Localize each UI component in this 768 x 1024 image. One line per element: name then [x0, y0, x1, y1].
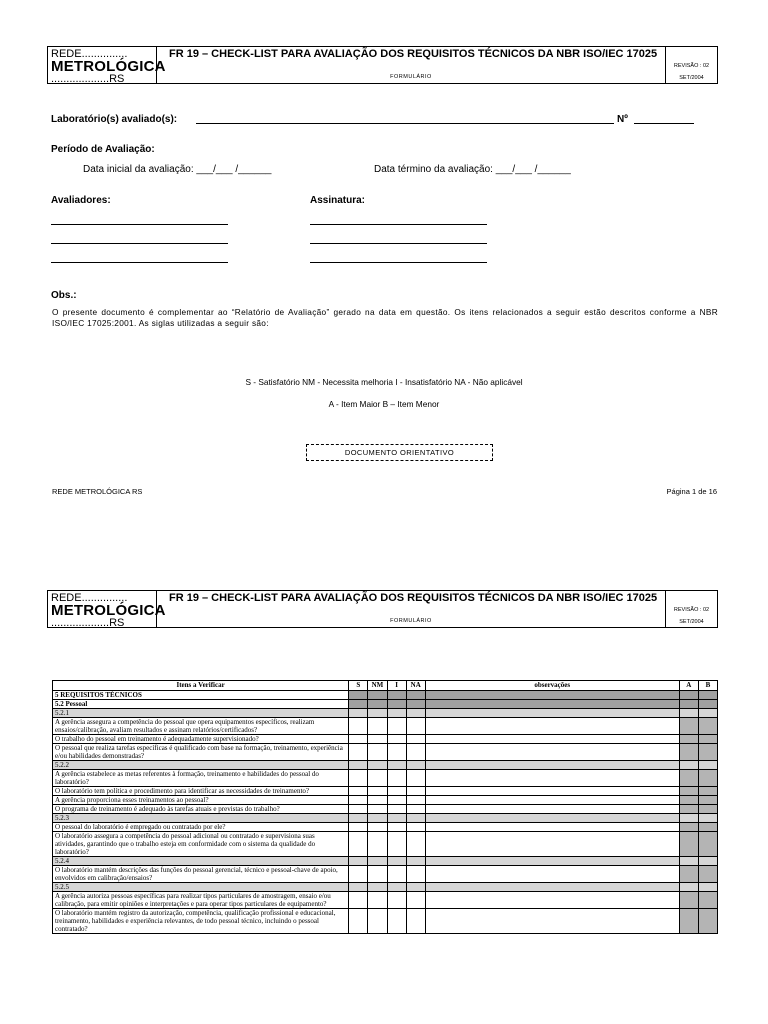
cell-a[interactable] — [679, 892, 698, 909]
document-title: FR 19 – CHECK-LIST PARA AVALIAÇÃO DOS REQUISITOS TÉCNICOS DA NBR ISO/IEC 17025 — [169, 592, 658, 604]
cell-nm[interactable] — [368, 770, 387, 787]
cell-i[interactable] — [387, 866, 406, 883]
cell-i[interactable] — [387, 883, 406, 892]
cell-na[interactable] — [406, 718, 425, 735]
cell-a[interactable] — [679, 883, 698, 892]
cell-nm[interactable] — [368, 787, 387, 796]
item-text: O pessoal que realiza tarefas específicas é qualificado com base na formação, treinamento, experiência e/ou habilidades demonstradas? — [53, 744, 349, 761]
document-title: FR 19 – CHECK-LIST PARA AVALIAÇÃO DOS REQUISITOS TÉCNICOS DA NBR ISO/IEC 17025 — [169, 48, 658, 60]
cell-i[interactable] — [387, 814, 406, 823]
cell-i[interactable] — [387, 744, 406, 761]
cell-obs[interactable] — [425, 744, 679, 761]
revision-box: REVISÃO : 02 SET/2004 — [673, 607, 710, 625]
item-text: 5.2.3 — [53, 814, 349, 823]
cell-nm[interactable] — [368, 832, 387, 857]
obs-text: O presente documento é complementar ao “Relatório de Avaliação” gerado na data em questão. Os itens relacionados a seguir estão descritos conforme a NBR ISO/IEC 17025:2001. As siglas utilizadas a seguir são: — [52, 307, 718, 328]
cell-s[interactable] — [349, 744, 368, 761]
cell-obs[interactable] — [425, 718, 679, 735]
cell-a[interactable] — [679, 700, 698, 709]
cell-b[interactable] — [698, 892, 717, 909]
cell-obs[interactable] — [425, 761, 679, 770]
cell-nm[interactable] — [368, 857, 387, 866]
cell-na[interactable] — [406, 735, 425, 744]
item-text: A gerência estabelece as metas referentes à formação, treinamento e habilidades do pessoal do laboratório? — [53, 770, 349, 787]
data-termino-field[interactable]: Data término da avaliação: ___/___ /______ — [374, 164, 571, 175]
cell-i[interactable] — [387, 770, 406, 787]
numero-field[interactable] — [634, 123, 694, 124]
cell-s[interactable] — [349, 718, 368, 735]
cell-s[interactable] — [349, 700, 368, 709]
cell-nm[interactable] — [368, 883, 387, 892]
item-text: 5.2.1 — [53, 709, 349, 718]
cell-b[interactable] — [698, 700, 717, 709]
cell-na[interactable] — [406, 787, 425, 796]
cell-nm[interactable] — [368, 796, 387, 805]
cell-a[interactable] — [679, 744, 698, 761]
cell-nm[interactable] — [368, 735, 387, 744]
cell-b[interactable] — [698, 761, 717, 770]
cell-nm[interactable] — [368, 700, 387, 709]
cell-na[interactable] — [406, 866, 425, 883]
cell-b[interactable] — [698, 832, 717, 857]
table-row — [53, 700, 718, 709]
page-header — [47, 590, 718, 628]
col-header-na: NA — [406, 681, 425, 691]
col-header-s: S — [349, 681, 368, 691]
cell-nm[interactable] — [368, 814, 387, 823]
cell-i[interactable] — [387, 691, 406, 700]
item-text: O laboratório assegura a competência do pessoal adicional ou contratado e supervisiona suas atividades, garantindo que o trabalho esteja em conformidade com o sistema da qualidade do laboratório? — [53, 832, 349, 857]
cell-b[interactable] — [698, 909, 717, 934]
lab-field[interactable] — [196, 123, 614, 124]
periodo-label: Período de Avaliação: — [51, 144, 155, 155]
cell-b[interactable] — [698, 866, 717, 883]
item-text: 5 REQUISITOS TÉCNICOS — [53, 691, 349, 700]
legend-line2: A - Item Maior B – Item Menor — [328, 399, 440, 409]
item-text: O laboratório mantém registro da autorização, competência, qualificação profissional e educacional, treinamento, habilidades e experiência relevantes, de todo pessoal técnico, incluindo o pessoal contratado? — [53, 909, 349, 934]
cell-nm[interactable] — [368, 909, 387, 934]
numero-label: Nº — [617, 114, 628, 125]
cell-nm[interactable] — [368, 823, 387, 832]
cell-i[interactable] — [387, 823, 406, 832]
cell-a[interactable] — [679, 770, 698, 787]
cell-b[interactable] — [698, 814, 717, 823]
col-header-b: B — [698, 681, 717, 691]
cell-b[interactable] — [698, 796, 717, 805]
cell-s[interactable] — [349, 709, 368, 718]
cell-na[interactable] — [406, 823, 425, 832]
cell-b[interactable] — [698, 883, 717, 892]
table-row — [53, 823, 718, 832]
cell-obs[interactable] — [425, 735, 679, 744]
cell-na[interactable] — [406, 700, 425, 709]
cell-a[interactable] — [679, 805, 698, 814]
item-text: A gerência assegura a competência do pessoal que opera equipamentos específicos, realizam ensaios/calibração, avaliam resultados e assinam relatórios/certificados? — [53, 718, 349, 735]
col-header-obs: observações — [425, 681, 679, 691]
cell-s[interactable] — [349, 866, 368, 883]
item-text: 5.2.5 — [53, 883, 349, 892]
table-row — [53, 770, 718, 787]
cell-obs[interactable] — [425, 857, 679, 866]
obs-label: Obs.: — [51, 290, 77, 301]
footer-page-number: Página 1 de 16 — [666, 487, 717, 496]
cell-nm[interactable] — [368, 718, 387, 735]
assinatura-label: Assinatura: — [310, 195, 366, 206]
cell-obs[interactable] — [425, 787, 679, 796]
avaliadores-label: Avaliadores: — [51, 195, 111, 206]
cell-na[interactable] — [406, 883, 425, 892]
cell-s[interactable] — [349, 814, 368, 823]
avaliador-field[interactable] — [51, 224, 228, 225]
cell-a[interactable] — [679, 832, 698, 857]
cell-obs[interactable] — [425, 691, 679, 700]
cell-obs[interactable] — [425, 832, 679, 857]
cell-b[interactable] — [698, 709, 717, 718]
cell-a[interactable] — [679, 909, 698, 934]
cell-nm[interactable] — [368, 866, 387, 883]
cell-i[interactable] — [387, 700, 406, 709]
table-row — [53, 744, 718, 761]
cell-a[interactable] — [679, 787, 698, 796]
cell-nm[interactable] — [368, 709, 387, 718]
cell-obs[interactable] — [425, 892, 679, 909]
cell-b[interactable] — [698, 787, 717, 796]
cell-obs[interactable] — [425, 796, 679, 805]
cell-i[interactable] — [387, 832, 406, 857]
table-row — [53, 857, 718, 866]
cell-a[interactable] — [679, 709, 698, 718]
legend-line1: S - Satisfatório NM - Necessita melhoria I - Insatisfatório NA - Não aplicável — [245, 377, 523, 387]
cell-a[interactable] — [679, 691, 698, 700]
cell-b[interactable] — [698, 744, 717, 761]
cell-i[interactable] — [387, 761, 406, 770]
cell-a[interactable] — [679, 796, 698, 805]
cell-i[interactable] — [387, 909, 406, 934]
cell-obs[interactable] — [425, 909, 679, 934]
cell-b[interactable] — [698, 770, 717, 787]
table-row — [53, 761, 718, 770]
cell-obs[interactable] — [425, 883, 679, 892]
cell-na[interactable] — [406, 709, 425, 718]
cell-nm[interactable] — [368, 744, 387, 761]
cell-b[interactable] — [698, 823, 717, 832]
item-text: 5.2 Pessoal — [53, 700, 349, 709]
cell-obs[interactable] — [425, 770, 679, 787]
revision-box: REVISÃO : 02 SET/2004 — [673, 63, 710, 81]
footer-left: REDE METROLÓGICA RS — [52, 487, 143, 496]
table-row — [53, 718, 718, 735]
cell-i[interactable] — [387, 857, 406, 866]
cell-obs[interactable] — [425, 866, 679, 883]
cell-obs[interactable] — [425, 814, 679, 823]
col-header-nm: NM — [368, 681, 387, 691]
cell-s[interactable] — [349, 857, 368, 866]
table-row — [53, 709, 718, 718]
cell-s[interactable] — [349, 832, 368, 857]
table-row — [53, 909, 718, 934]
page-header — [47, 46, 718, 84]
cell-na[interactable] — [406, 832, 425, 857]
cell-s[interactable] — [349, 796, 368, 805]
cell-na[interactable] — [406, 744, 425, 761]
col-header-i: I — [387, 681, 406, 691]
cell-obs[interactable] — [425, 709, 679, 718]
data-inicial-field[interactable]: Data inicial da avaliação: ___/___ /______ — [83, 164, 272, 175]
table-row — [53, 735, 718, 744]
cell-i[interactable] — [387, 718, 406, 735]
cell-b[interactable] — [698, 805, 717, 814]
cell-a[interactable] — [679, 761, 698, 770]
cell-s[interactable] — [349, 883, 368, 892]
rede-metrologica-logo: REDE............... METROLÓGICA ...................RS — [48, 591, 157, 627]
cell-na[interactable] — [406, 796, 425, 805]
assinatura-field[interactable] — [310, 243, 487, 244]
cell-i[interactable] — [387, 805, 406, 814]
checklist-table — [52, 680, 718, 934]
item-text: A gerência autoriza pessoas específicas para realizar tipos particulares de amostragem, ensaio e/ou calibração, para emitir opiniões e interpretações e para operar tipos particulares de equipamento? — [53, 892, 349, 909]
avaliador-field[interactable] — [51, 262, 228, 263]
cell-nm[interactable] — [368, 892, 387, 909]
cell-i[interactable] — [387, 796, 406, 805]
item-text: O pessoal do laboratório é empregado ou contratado por ele? — [53, 823, 349, 832]
cell-s[interactable] — [349, 909, 368, 934]
rede-metrologica-logo: REDE............... METROLÓGICA ...................RS — [48, 47, 157, 83]
cell-a[interactable] — [679, 866, 698, 883]
cell-s[interactable] — [349, 823, 368, 832]
item-text: O trabalho do pessoal em treinamento é adequadamente supervisionado? — [53, 735, 349, 744]
cell-a[interactable] — [679, 735, 698, 744]
cell-obs[interactable] — [425, 823, 679, 832]
cell-na[interactable] — [406, 814, 425, 823]
cell-a[interactable] — [679, 718, 698, 735]
document-subtitle: FORMULÁRIO — [390, 618, 432, 624]
item-text: O programa de treinamento é adequado às tarefas atuais e previstas do trabalho? — [53, 805, 349, 814]
cell-i[interactable] — [387, 892, 406, 909]
cell-a[interactable] — [679, 814, 698, 823]
table-row — [53, 805, 718, 814]
lab-label: Laboratório(s) avaliado(s): — [51, 114, 178, 125]
item-text: O laboratório tem política e procedimento para identificar as necessidades de treinamento? — [53, 787, 349, 796]
item-text: A gerência proporciona esses treinamentos ao pessoal? — [53, 796, 349, 805]
item-text: 5.2.2 — [53, 761, 349, 770]
cell-nm[interactable] — [368, 691, 387, 700]
cell-nm[interactable] — [368, 805, 387, 814]
cell-na[interactable] — [406, 691, 425, 700]
cell-a[interactable] — [679, 857, 698, 866]
table-row — [53, 832, 718, 857]
document-subtitle: FORMULÁRIO — [390, 74, 432, 80]
table-row — [53, 883, 718, 892]
cell-i[interactable] — [387, 709, 406, 718]
item-text: O laboratório mantém descrições das funções do pessoal gerencial, técnico e pessoal-chave de apoio, envolvidos em calibração/ensaios? — [53, 866, 349, 883]
cell-s[interactable] — [349, 787, 368, 796]
assinatura-field[interactable] — [310, 262, 487, 263]
cell-s[interactable] — [349, 805, 368, 814]
cell-s[interactable] — [349, 691, 368, 700]
table-row — [53, 892, 718, 909]
cell-i[interactable] — [387, 735, 406, 744]
cell-a[interactable] — [679, 823, 698, 832]
cell-nm[interactable] — [368, 761, 387, 770]
cell-obs[interactable] — [425, 805, 679, 814]
cell-na[interactable] — [406, 770, 425, 787]
cell-na[interactable] — [406, 892, 425, 909]
table-row — [53, 814, 718, 823]
cell-b[interactable] — [698, 735, 717, 744]
table-header-row — [53, 681, 718, 691]
avaliador-field[interactable] — [51, 243, 228, 244]
cell-na[interactable] — [406, 805, 425, 814]
cell-s[interactable] — [349, 761, 368, 770]
cell-s[interactable] — [349, 892, 368, 909]
cell-s[interactable] — [349, 770, 368, 787]
item-text: 5.2.4 — [53, 857, 349, 866]
cell-s[interactable] — [349, 735, 368, 744]
assinatura-field[interactable] — [310, 224, 487, 225]
cell-b[interactable] — [698, 718, 717, 735]
cell-b[interactable] — [698, 691, 717, 700]
cell-obs[interactable] — [425, 700, 679, 709]
col-header-a: A — [679, 681, 698, 691]
table-row — [53, 796, 718, 805]
documento-orientativo-box: DOCUMENTO ORIENTATIVO — [306, 444, 493, 461]
cell-na[interactable] — [406, 857, 425, 866]
cell-b[interactable] — [698, 857, 717, 866]
cell-na[interactable] — [406, 909, 425, 934]
cell-na[interactable] — [406, 761, 425, 770]
col-header-item: Itens a Verificar — [53, 681, 349, 691]
cell-i[interactable] — [387, 787, 406, 796]
table-row — [53, 691, 718, 700]
table-row — [53, 787, 718, 796]
table-row — [53, 866, 718, 883]
